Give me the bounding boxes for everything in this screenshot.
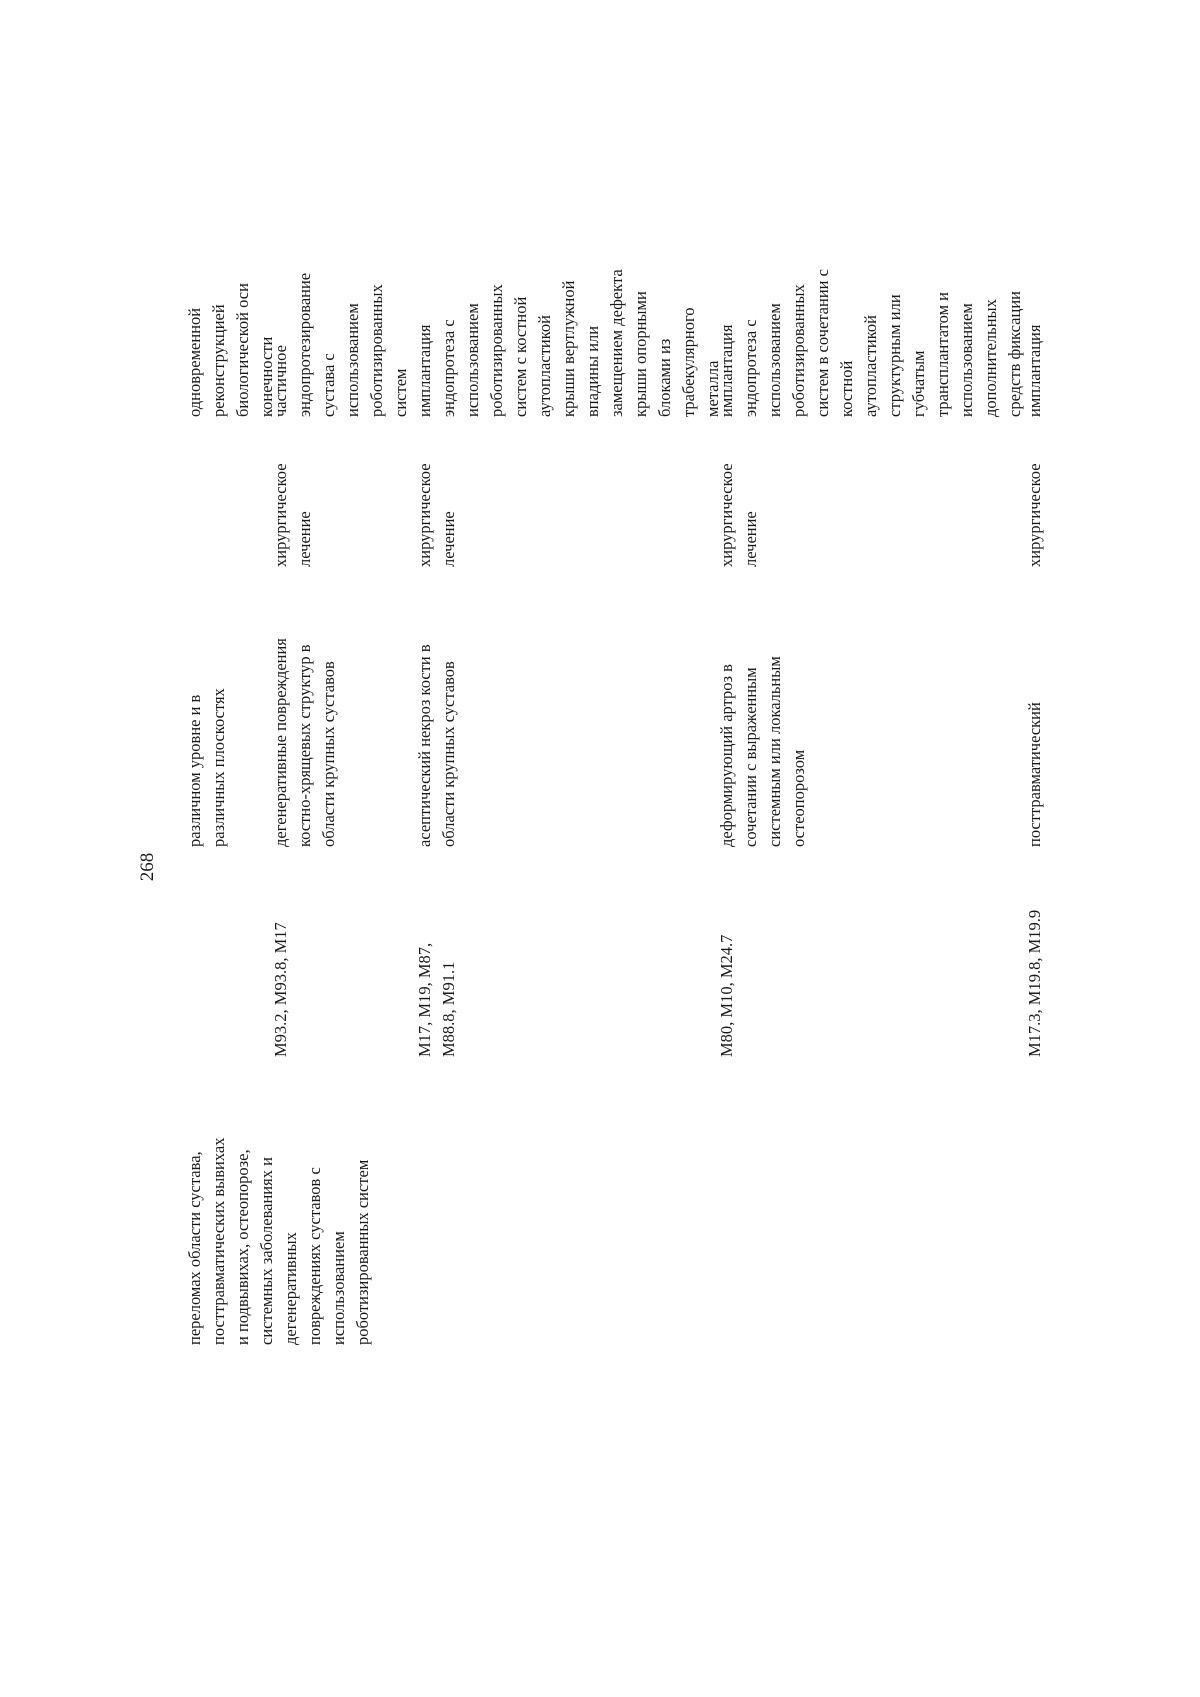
treatment-type-cell: хирургическое лечение (415, 463, 458, 567)
page-number: 268 (137, 852, 158, 882)
condition-cell: переломах области сустава, посттравматических вывихах и подвывихах, остеопорозе, системных заболеваниях и дегенеративных повреждениях суставов с использованием роботизированных систем (185, 1137, 372, 1345)
treatment-method-cell: одновременной реконструкцией биологической оси конечности (185, 283, 276, 417)
icd-code-cell: M17.3, M19.8, M19.9 (1025, 909, 1044, 1057)
patient-model-cell: асептический некроз кости в области крупных суставов (415, 644, 458, 847)
treatment-type-cell: хирургическое (1025, 463, 1044, 567)
icd-code-cell: M93.2, M93.8, M17 (271, 922, 290, 1057)
treatment-method-cell: имплантация (1025, 324, 1044, 417)
patient-model-cell: деформирующий артроз в сочетании с выраженным системным или локальным остеопорозом (717, 656, 808, 847)
icd-code-cell: M17, M19, M87, M88.8, M91.1 (415, 942, 458, 1057)
treatment-type-cell: хирургическое лечение (717, 463, 760, 567)
treatment-method-cell: имплантация эндопротеза с использованием роботизированных систем в сочетании с костной аутопластикой структурным или губчатым трансплантатом и использованием дополнительных средств фиксации (717, 269, 1024, 417)
treatment-method-cell: частичное эндопротезирование сустава с использованием роботизированных систем (271, 272, 410, 417)
icd-code-cell: M80, M10, M24.7 (717, 934, 736, 1057)
patient-model-cell: посттравматический (1025, 702, 1044, 847)
treatment-method-cell: имплантация эндопротеза с использованием роботизированных систем с костной аутопластикой крыши вертлужной впадины или замещением дефекта крыши опорными блоками из трабекулярного металла (415, 269, 722, 417)
patient-model-cell: различном уровне и в различных плоскостях (185, 688, 228, 847)
treatment-type-cell: хирургическое лечение (271, 463, 314, 567)
patient-model-cell: дегенеративные повреждения костно-хрящевых структур в области крупных суставов (271, 638, 338, 847)
